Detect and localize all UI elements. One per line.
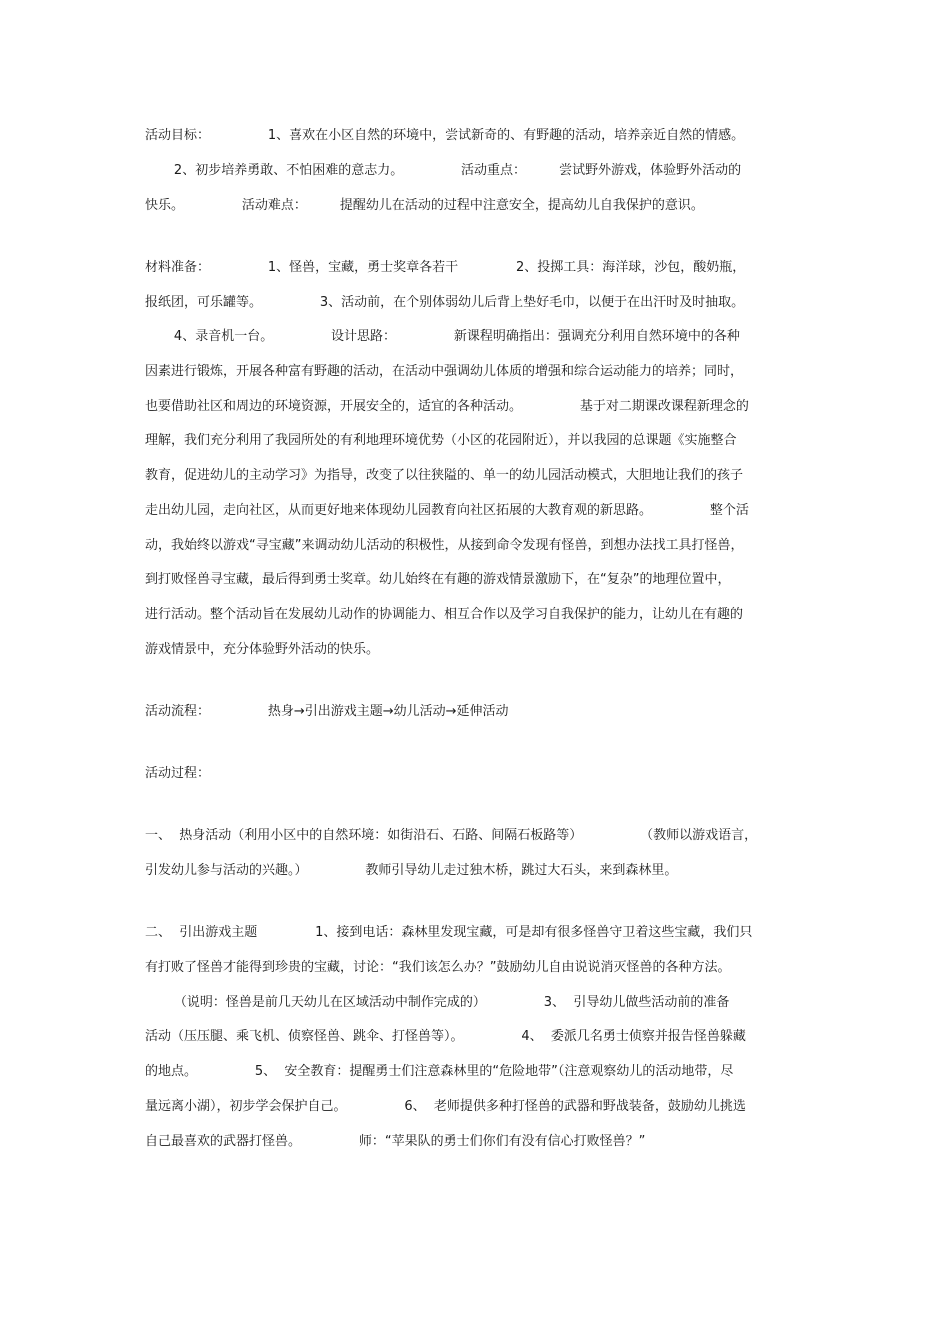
text-line: 自己最喜欢的武器打怪兽。 师：“苹果队的勇士们你们有没有信心打败怪兽？” [145, 1134, 646, 1149]
text-line: 快乐。 活动难点： 提醒幼儿在活动的过程中注意安全，提高幼儿自我保护的意识。 [145, 198, 704, 213]
text-line: 4、录音机一台。 设计思路： 新课程明确指出：强调充分利用自然环境中的各种 [145, 329, 740, 344]
text-line: 进行活动。整个活动旨在发展幼儿动作的协调能力、相互合作以及学习自我保护的能力，让幼儿在有趣的 [145, 607, 744, 622]
text-line: 的地点。 5、 安全教育：提醒勇士们注意森林里的“危险地带”（注意观察幼儿的活动地带，尽 [145, 1064, 734, 1079]
text-line: 2、初步培养勇敢、不怕困难的意志力。 活动重点： 尝试野外游戏，体验野外活动的 [145, 163, 742, 178]
text-line: 因素进行锻炼，开展各种富有野趣的活动，在活动中强调幼儿体质的增强和综合运动能力的培养；同时， [145, 364, 744, 379]
text-line: 一、 热身活动（利用小区中的自然环境：如街沿石、石路、间隔石板路等） （教师以游戏语言， [145, 828, 758, 843]
text-line: 活动目标： 1、喜欢在小区自然的环境中，尝试新奇的、有野趣的活动，培养亲近自然的情感。 [145, 128, 745, 143]
text-line: 量远离小湖），初步学会保护自己。 6、 老师提供多种打怪兽的武器和野战装备，鼓励幼儿挑选 [145, 1099, 746, 1114]
text-line: 到打败怪兽寻宝藏，最后得到勇士奖章。幼儿始终在有趣的游戏情景激励下，在“复杂”的地理位置中， [145, 572, 731, 587]
text-line: 二、 引出游戏主题 1、接到电话：森林里发现宝藏，可是却有很多怪兽守卫着这些宝藏，我们只 [145, 925, 753, 940]
text-line: 有打败了怪兽才能得到珍贵的宝藏，讨论：“我们该怎么办？”鼓励幼儿自由说说消灭怪兽的各种方法。 [145, 960, 731, 975]
text-line: 走出幼儿园，走向社区，从而更好地来体现幼儿园教育向社区拓展的大教育观的新思路。 整个活 [145, 503, 749, 518]
text-line: 动，我始终以游戏“寻宝藏”来调动幼儿活动的积极性，从接到命令发现有怪兽，到想办法找工具打怪兽， [145, 538, 744, 553]
text-line: 教育，促进幼儿的主动学习》为指导，改变了以往狭隘的、单一的幼儿园活动模式，大胆地让我们的孩子 [145, 468, 744, 483]
text-line: 理解，我们充分利用了我园所处的有利地理环境优势（小区的花园附近），并以我园的总课题《实施整合 [145, 433, 737, 448]
text-line: 游戏情景中，充分体验野外活动的快乐。 [145, 642, 380, 657]
text-line: 活动（压压腿、乘飞机、侦察怪兽、跳伞、打怪兽等）。 4、 委派几名勇士侦察并报告怪兽躲藏 [145, 1029, 746, 1044]
text-line: 也要借助社区和周边的环境资源，开展安全的，适宜的各种活动。 基于对二期课改课程新理念的 [145, 399, 749, 414]
text-line: 引发幼儿参与活动的兴趣。） 教师引导幼儿走过独木桥，跳过大石头，来到森林里。 [145, 863, 678, 878]
text-line: 材料准备： 1、怪兽，宝藏，勇士奖章各若干 2、投掷工具：海洋球，沙包，酸奶瓶， [145, 260, 746, 275]
text-line: 活动流程： 热身→引出游戏主题→幼儿活动→延伸活动 [145, 704, 509, 719]
text-line: （说明：怪兽是前几天幼儿在区域活动中制作完成的） 3、 引导幼儿做些活动前的准备 [145, 995, 730, 1010]
text-line: 活动过程： [145, 766, 211, 781]
text-line: 报纸团，可乐罐等。 3、活动前，在个别体弱幼儿后背上垫好毛巾，以便于在出汗时及时抽取。 [145, 295, 745, 310]
